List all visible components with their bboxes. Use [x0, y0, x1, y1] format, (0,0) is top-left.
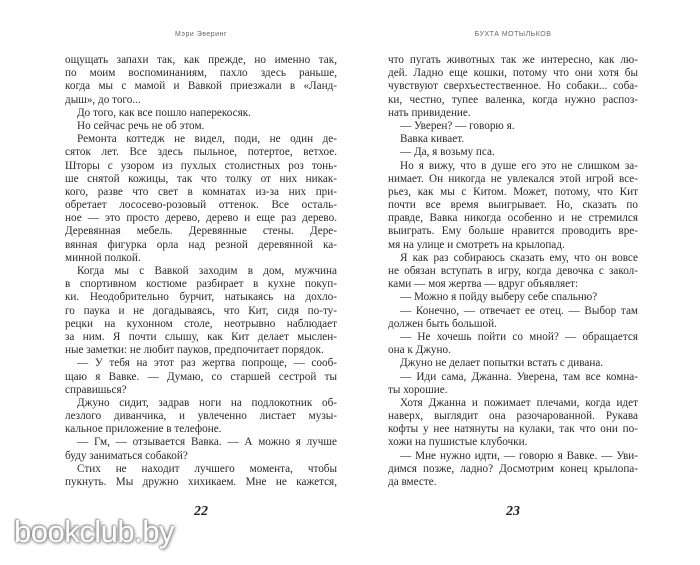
text-line: Хотя Джанна и пожимает плечами, когда идет [400, 396, 638, 409]
left-page [65, 0, 337, 530]
text-line: за ним. Я почти слышу, как Кит делает мыслен- [65, 330, 337, 343]
running-head-author: Мэри Эверинг [174, 31, 228, 38]
text-line: справишься? [65, 383, 127, 396]
text-line: лезлого диванчика, и увлеченно листает музы- [65, 410, 337, 423]
text-line: — Да, я возьму пса. [400, 146, 495, 159]
text-line: кого, разве что свет в комнатах из-за них при- [65, 185, 337, 198]
text-line: щаю я Вавке. — Думаю, со старшей сестрой ты [65, 370, 337, 383]
text-line: что пугать животных так же интересно, как лю- [388, 54, 638, 66]
text-line: ное — это просто дерево, дерево и еще раз дерево. [65, 212, 337, 225]
text-line: нимает. Он никогда не увлекался этой игрой все- [388, 172, 638, 185]
text-line: когда мы с мамой и Вавкой приезжали в «Ланд- [65, 80, 337, 93]
text-line: Джуно сидит, задрав ноги на подлокотник об- [77, 396, 337, 409]
text-line: дей. Ладно еще кошки, потому что они хотя бы [388, 67, 638, 80]
text-line: мя на улице и смотреть на крылопад. [388, 238, 565, 251]
text-line: наверх, выглядит она разочарованной. Рукава [388, 410, 638, 423]
text-line: сяток лет. Все здесь пыльное, потертое, ветхое. [65, 146, 337, 159]
text-line: минной полкой. [65, 251, 141, 264]
text-line: — Не хочешь пойти со мной? — обращается [400, 330, 638, 343]
page-number: 23 [506, 504, 520, 519]
text-line: Я как раз собираюсь сказать ему, что он вовсе [400, 251, 638, 264]
text-line: димся позже, ладно? Досмотрим конец крылопа- [388, 462, 638, 475]
text-line: правде, Вавка никогда особенно и не стремился [388, 212, 638, 225]
text-line: рьез, как мы с Китом. Может, потому, что Кит [388, 185, 638, 198]
text-line: ше снятой кожицы, так что толку от них никак- [65, 172, 337, 185]
text-line: Ремонта коттедж не видел, поди, не один де- [77, 133, 337, 146]
text-line: Вавка кивает. [400, 133, 465, 146]
text-line: — Иди сама, Джанна. Уверена, там все комна- [400, 370, 638, 383]
text-line: Когда мы с Вавкой заходим в дом, мужчина [77, 265, 337, 277]
text-line: она к Джуно. [388, 344, 451, 357]
text-line: хожи на пушистые клубочки. [388, 436, 528, 449]
text-line: ками — моя жертва — вдруг объявляет: [388, 278, 579, 291]
text-line: ки, честно, тупее валенка, когда нужно распоз- [388, 93, 638, 106]
text-line: кофты у нее натянуты на кулаки, так что они по- [388, 423, 638, 436]
text-line: Деревянная мебель. Деревянные стены. Дере- [65, 225, 337, 238]
text-line: — У тебя на этот раз жертва попроще, — сооб- [77, 357, 337, 370]
text-line: в спортивном костюме разбирает в кухне покуп- [65, 278, 337, 291]
text-line: да вместе. [388, 476, 437, 488]
text-line: пукнуть. Мы дружно хихикаем. Мне не кажется, [65, 476, 337, 488]
text-line: нать привидение. [388, 106, 471, 119]
right-page-text [388, 54, 638, 489]
watermark: bookclub.by [14, 514, 174, 549]
text-line: дыш», до того... [65, 93, 141, 106]
left-page-text [65, 54, 337, 489]
text-line: выиграть. Ему больше нравится проводить вре- [388, 225, 638, 238]
text-line: чувствуют сверхъестественное. Но собаки... соба- [388, 80, 638, 93]
text-line: ные заметки: не любит пауков, предпочитает порядок. [65, 344, 324, 357]
text-line: До того, как все пошло наперекосяк. [77, 106, 251, 119]
text-line: Стих не находит лучшего момента, чтобы [77, 462, 337, 475]
text-line: вянная фигурка орла над резной деревянной ка- [65, 238, 337, 251]
text-line: ощущать запахи так, как прежде, но именно так, [65, 54, 337, 66]
text-line: ки. Неодобрительно бурчит, натыкаясь на дохло- [65, 291, 337, 304]
text-line: го паука и не догадываясь, что Кит, сидя по-ту- [65, 304, 337, 317]
text-line: по моим воспоминаниям, пахло здесь раньше, [65, 67, 337, 80]
text-line: — Уверен? — говорю я. [400, 119, 515, 132]
text-line: Шторы с узором из пухлых столистных роз тонь- [65, 159, 337, 172]
text-line: — Можно я пойду выберу себе спальню? [400, 291, 598, 304]
text-line: Но сейчас речь не об этом. [77, 119, 205, 132]
text-line: почти все время выигрывает. Но, сказать по [388, 199, 638, 212]
right-page [388, 0, 638, 530]
page-number: 22 [194, 504, 208, 519]
text-line: — Конечно, — отвечает ее отец. — Выбор там [400, 304, 638, 317]
text-line: — Мне нужно идти, — говорю я Вавке. — Уви- [400, 449, 638, 462]
text-line: кальное приложение в телефоне. [65, 423, 222, 436]
text-line: не обязан вступать в игру, когда девочка с закол- [388, 265, 638, 277]
running-head-title: БУХТА МОТЫЛЬКОВ [474, 31, 552, 38]
text-line: обретает лососево-розовый оттенок. Все осталь- [65, 199, 337, 212]
text-line: рецки на кухонном столе, неотрывно наблюдает [65, 317, 337, 330]
text-line: ты хорошие. [388, 383, 448, 396]
text-line: — Гм, — отзывается Вавка. — А можно я лучше [77, 436, 337, 449]
text-line: Но я вижу, что в душе его это не слишком за- [400, 159, 638, 172]
text-line: буду заниматься собакой? [65, 449, 188, 462]
text-line: должен быть большой. [388, 317, 497, 330]
text-line: Джуно не делает попытки встать с дивана. [400, 357, 604, 370]
